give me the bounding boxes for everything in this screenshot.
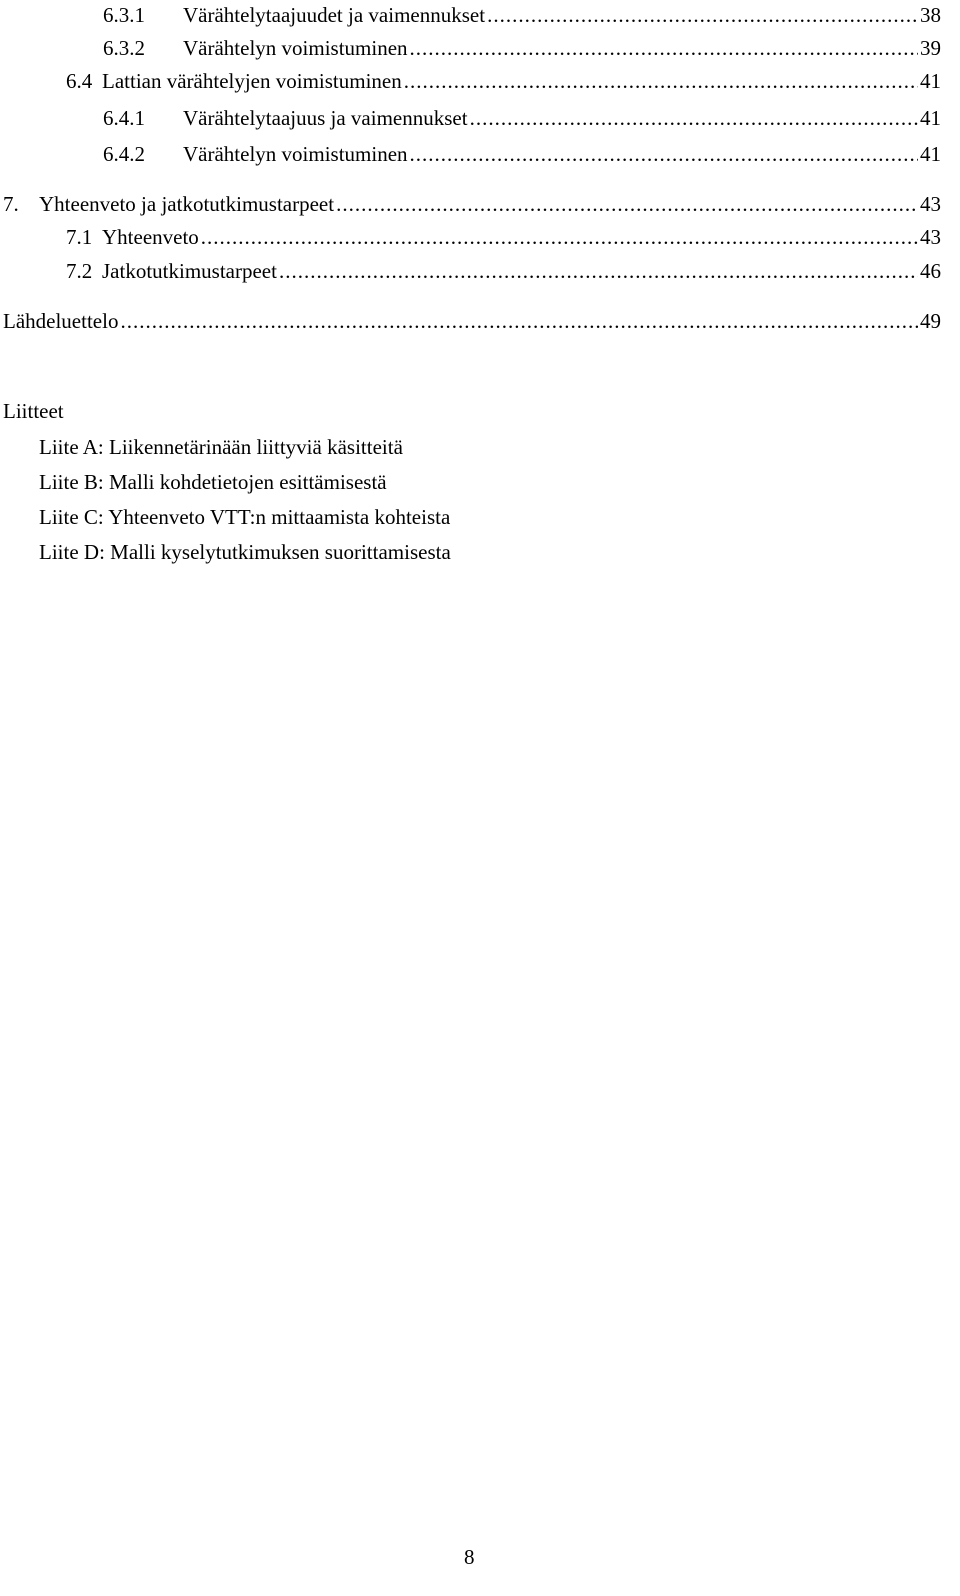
toc-entry-7-1[interactable]: [66, 222, 941, 252]
appendix-item-c[interactable]: Liite C: Yhteenveto VTT:n mittaamista kohteista: [39, 505, 451, 529]
toc-entry-number: 6.4.1: [103, 106, 145, 130]
dot-leader: [120, 306, 918, 336]
toc-entry-number: 7.: [3, 192, 19, 216]
dot-leader: [279, 256, 918, 286]
dot-leader: [487, 0, 918, 30]
toc-entry-number: 6.3.1: [103, 3, 145, 27]
toc-entry-number: 7.1: [66, 225, 93, 249]
toc-entry-title: Jatkotutkimustarpeet: [102, 259, 277, 283]
appendices-heading: Liitteet: [3, 399, 64, 423]
toc-entry-6-4[interactable]: [66, 66, 941, 96]
toc-entry-title: Yhteenveto ja jatkotutkimustarpeet: [39, 192, 335, 216]
toc-entry-title: Lattian värähtelyjen voimistuminen: [102, 69, 402, 93]
toc-entry-title: Värähtelytaajuus ja vaimennukset: [183, 106, 468, 130]
dot-leader: [470, 103, 918, 133]
toc-entry-page: 41: [920, 69, 941, 93]
toc-entry-6-3-2[interactable]: [103, 33, 941, 63]
dot-leader: [410, 139, 918, 169]
dot-leader: [404, 66, 918, 96]
appendix-item-d[interactable]: Liite D: Malli kyselytutkimuksen suorittamisesta: [39, 540, 451, 564]
dot-leader: [201, 222, 918, 252]
toc-entry-number: 6.3.2: [103, 36, 145, 60]
toc-entry-title: Yhteenveto: [102, 225, 199, 249]
toc-entry-6-3-1[interactable]: [103, 0, 941, 30]
toc-entry-page: 39: [920, 36, 941, 60]
toc-entry-title: Lähdeluettelo: [3, 309, 119, 333]
toc-entry-number: 6.4.2: [103, 142, 145, 166]
dot-leader: [336, 189, 918, 219]
toc-entry-title: Värähtelytaajuudet ja vaimennukset: [183, 3, 486, 27]
toc-entry-number: 7.2: [66, 259, 93, 283]
toc-entry-number: 6.4: [66, 69, 93, 93]
toc-entry-page: 41: [920, 142, 941, 166]
toc-entry-7-2[interactable]: [66, 256, 941, 286]
toc-entry-title: Värähtelyn voimistuminen: [183, 142, 408, 166]
toc-entry-page: 43: [920, 192, 941, 216]
dot-leader: [410, 33, 918, 63]
toc-entry-6-4-1[interactable]: [103, 103, 941, 133]
appendix-item-b[interactable]: Liite B: Malli kohdetietojen esittämisestä: [39, 470, 387, 494]
toc-entry-6-4-2[interactable]: [103, 139, 941, 169]
toc-entry-page: 43: [920, 225, 941, 249]
toc-entry-lahdeluettelo[interactable]: [3, 306, 941, 336]
page-number: 8: [464, 1545, 475, 1569]
toc-entry-page: 41: [920, 106, 941, 130]
appendix-item-a[interactable]: Liite A: Liikennetärinään liittyviä käsitteitä: [39, 435, 403, 459]
toc-entry-title: Värähtelyn voimistuminen: [183, 36, 408, 60]
toc-entry-page: 38: [920, 3, 941, 27]
toc-entry-7[interactable]: [3, 189, 941, 219]
toc-entry-page: 46: [920, 259, 941, 283]
toc-entry-page: 49: [920, 309, 941, 333]
